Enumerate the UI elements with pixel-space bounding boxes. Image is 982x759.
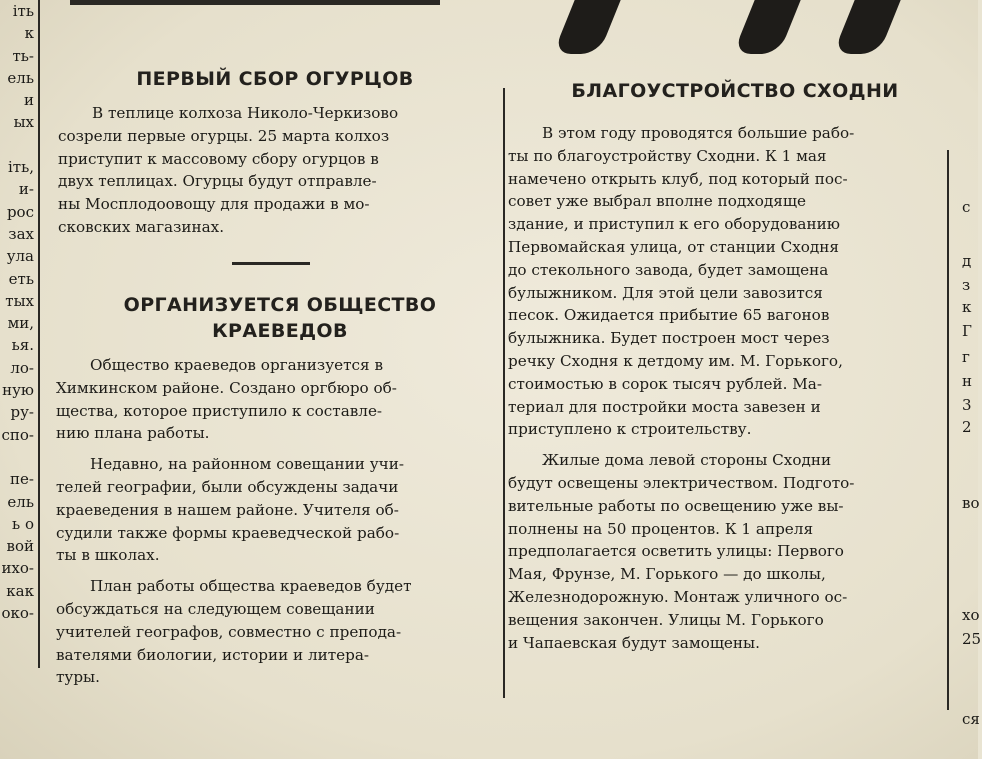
article-headline: ПЕРВЫЙ СБОР ОГУРЦОВ (136, 68, 414, 90)
text-line: ны Мосплодоовощу для продажи в мо- (58, 195, 370, 214)
fragment-line: око- (1, 604, 34, 623)
fragment-line: и- (18, 180, 34, 199)
headline-line: КРАЕВЕДОВ (212, 320, 348, 342)
fragment-line (0, 446, 34, 468)
article-body (58, 102, 498, 239)
fragment-line: ми, (7, 314, 34, 333)
text-line: Химкинском районе. Создано оргбюро об- (56, 378, 397, 397)
text-line: вателями биологии, истории и литера- (56, 645, 370, 664)
article-paragraph (58, 102, 498, 239)
article-paragraph (56, 453, 496, 567)
left-column-fragment (0, 0, 34, 624)
fragment-line: во (962, 494, 980, 512)
text-line: булыжника. Будет построен мост через (508, 329, 830, 348)
text-line: щества, которое приступило к составле- (56, 401, 383, 420)
fragment-line: пе- (10, 470, 34, 489)
text-line: обсуждаться на следующем совещании (56, 599, 375, 618)
fragment-line: зах (8, 224, 34, 243)
article-paragraph (56, 354, 496, 445)
column-rule-right (947, 150, 949, 710)
article-headline (60, 292, 500, 344)
text-line: В теплице колхоза Николо-Черкизово (92, 104, 399, 122)
fragment-line: ель (7, 68, 34, 87)
fragment-line: ь о (12, 514, 34, 533)
text-line: Первомайская улица, от станции Сходня (508, 237, 839, 256)
text-line: нию плана работы. (56, 424, 210, 443)
fragment-line: з (962, 276, 971, 294)
text-line: до стекольного завода, будет замощена (508, 260, 829, 279)
text-line: ты в школах. (56, 546, 160, 565)
article-paragraph (508, 122, 942, 441)
article-paragraph (56, 575, 496, 689)
fragment-line: ную (2, 381, 34, 400)
text-line: песок. Ожидается прибытие 65 вагонов (508, 306, 830, 325)
text-line: телей географии, были обсуждены задачи (56, 477, 399, 496)
text-line: вительные работы по освещению уже вы- (508, 496, 844, 515)
fragment-line: к (962, 298, 972, 316)
article-paragraph (508, 449, 942, 654)
fragment-line: 2 (962, 418, 972, 436)
fragment-line: рос (6, 202, 34, 221)
fragment-line (0, 134, 34, 156)
text-line: В этом году проводятся большие рабо- (542, 124, 855, 142)
fragment-line: 3 (962, 396, 972, 414)
text-line: Мая, Фрунзе, М. Горького — до школы, (508, 565, 826, 584)
text-line: и Чапаевская будут замощены. (508, 633, 760, 652)
text-line: булыжником. Для этой цели завозится (508, 283, 823, 302)
text-line: двух теплицах. Огурцы будут отправле- (58, 172, 377, 191)
fragment-line: ых (13, 113, 34, 132)
masthead-fragment (545, 0, 905, 58)
fragment-line: ихо- (1, 559, 34, 578)
text-line: приступлено к строительству. (508, 420, 752, 439)
fragment-line: с (962, 198, 971, 216)
text-line: учителей географов, совместно с препода- (56, 622, 402, 641)
fragment-line: и (24, 91, 34, 110)
text-line: намечено открыть клуб, под который пос- (508, 169, 848, 188)
text-line: План работы общества краеведов будет (90, 577, 412, 596)
text-line: речку Сходня к детдому им. М. Горького, (508, 351, 843, 370)
fragment-line: ула (6, 247, 34, 266)
article-body (56, 354, 496, 689)
fragment-line: 25 (962, 630, 982, 648)
fragment-line: тых (5, 291, 34, 310)
text-line: Общество краеведов организуется в (90, 356, 383, 374)
fragment-line: ья. (11, 336, 34, 355)
text-line: туры. (56, 668, 100, 687)
fragment-line: іть, (7, 158, 34, 177)
fragment-line: г (962, 348, 970, 366)
article-headline: БЛАГОУСТРОЙСТВО СХОДНИ (571, 80, 899, 102)
text-line: судили также формы краеведческой рабо- (56, 523, 400, 542)
fragment-line: ть- (12, 46, 34, 65)
text-line: предполагается осветить улицы: Первого (508, 542, 844, 561)
top-rule (70, 0, 440, 5)
text-line: Железнодорожную. Монтаж уличного ос- (508, 587, 848, 606)
text-line: будут освещены электричеством. Подгото- (508, 473, 855, 492)
text-line: здание, и приступил к его оборудованию (508, 215, 840, 234)
text-line: совет уже выбрал вполне подходяще (508, 192, 806, 211)
fragment-line: ель (7, 492, 34, 511)
text-line: Жилые дома левой стороны Сходни (542, 451, 832, 470)
fragment-line: ся (962, 710, 980, 728)
fragment-line: еть (8, 269, 34, 288)
text-line: сковских магазинах. (58, 217, 225, 236)
fragment-line: ло- (10, 358, 34, 377)
fragment-line: вой (6, 537, 34, 556)
text-line: Недавно, на районном совещании учи- (90, 455, 404, 474)
fragment-line: к (24, 24, 34, 43)
text-line: приступит к массовому сбору огурцов в (58, 149, 379, 168)
right-column-fragment (962, 170, 982, 750)
fragment-line: хо (962, 606, 980, 624)
text-line: краеведения в нашем районе. Учителя об- (56, 500, 399, 519)
text-line: полнены на 50 процентов. К 1 апреля (508, 519, 814, 538)
fragment-line: н (962, 372, 972, 390)
text-line: созрели первые огурцы. 25 марта колхоз (58, 126, 390, 145)
fragment-line: ру- (10, 403, 34, 422)
article-body (508, 122, 942, 654)
fragment-line: іть (12, 2, 34, 20)
text-line: стоимостью в сорок тысяч рублей. Ма- (508, 374, 822, 393)
text-line: териал для постройки моста завезен и (508, 397, 821, 416)
article-separator (232, 262, 310, 265)
text-line: вещения закончен. Улицы М. Горького (508, 610, 824, 629)
fragment-line: д (962, 252, 972, 270)
column-rule-left (38, 0, 40, 668)
headline-line: ОРГАНИЗУЕТСЯ ОБЩЕСТВО (123, 294, 437, 316)
text-line: ты по благоустройству Сходни. К 1 мая (508, 146, 827, 165)
fragment-line: Г (962, 322, 972, 340)
fragment-line: как (6, 581, 34, 600)
fragment-line: спо- (1, 425, 34, 444)
column-rule-middle (503, 88, 505, 698)
